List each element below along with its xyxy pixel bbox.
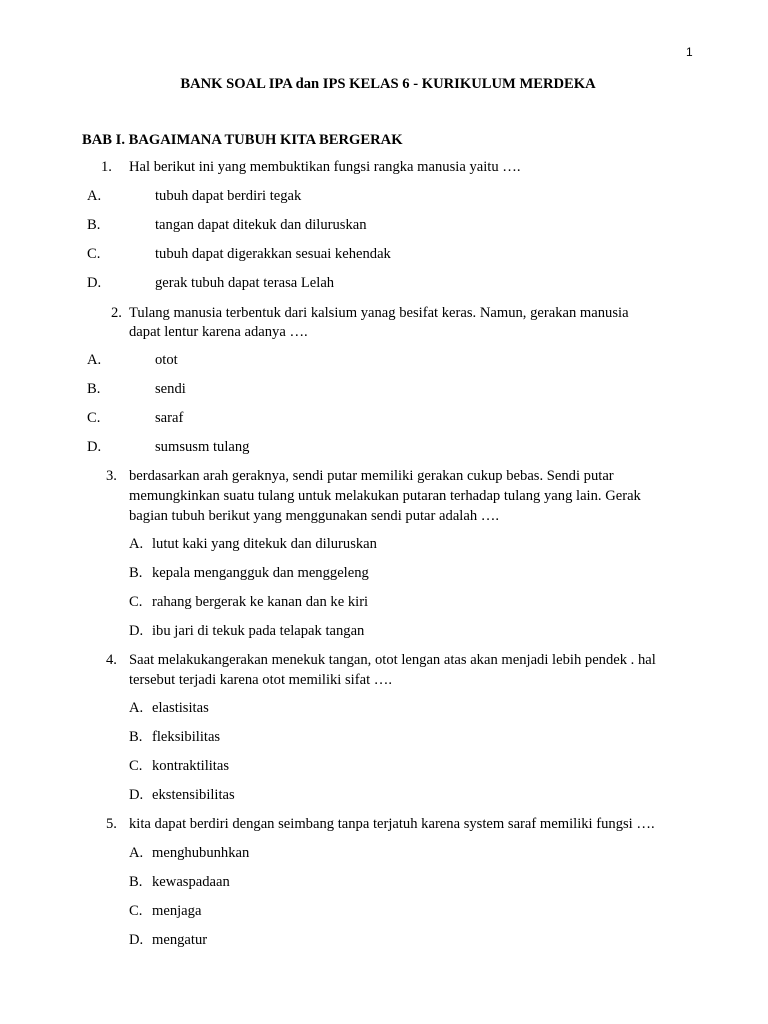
question-3-option-c-letter: C. [129,594,143,610]
question-5-text: kita dapat berdiri dengan seimbang tanpa terjatuh karena system saraf memiliki fungsi …. [129,816,655,832]
question-1-option-d-letter: D. [87,275,102,291]
question-5-option-a-letter: A. [129,845,144,861]
question-4-option-c-letter: C. [129,758,143,774]
question-1-option-c-letter: C. [87,246,101,262]
question-2-option-d: sumsusm tulang [155,439,250,455]
question-4-option-d-letter: D. [129,787,144,803]
question-2-option-c-letter: C. [87,410,101,426]
question-4-text-line-1: Saat melakukangerakan menekuk tangan, otot lengan atas akan menjadi lebih pendek . hal [129,652,656,668]
question-4-option-c: kontraktilitas [152,758,230,774]
question-5-number: 5. [106,816,117,832]
question-5-option-b: kewaspadaan [152,874,230,890]
chapter-heading: BAB I. BAGAIMANA TUBUH KITA BERGERAK [82,132,403,148]
question-5-option-a: menghubunhkan [152,845,250,861]
question-5-option-c: menjaga [152,903,202,919]
question-1-option-c: tubuh dapat digerakkan sesuai kehendak [155,246,391,262]
question-2-option-b: sendi [155,381,186,397]
question-5-option-b-letter: B. [129,874,143,890]
question-2-text-line-2: dapat lentur karena adanya …. [129,324,308,340]
question-2-option-b-letter: B. [87,381,101,397]
question-2-number: 2. [111,305,122,321]
question-2-option-a-letter: A. [87,352,102,368]
question-5-option-c-letter: C. [129,903,143,919]
question-1-option-a-letter: A. [87,188,102,204]
question-4-option-a-letter: A. [129,700,144,716]
question-1-option-d: gerak tubuh dapat terasa Lelah [155,275,335,291]
question-1-option-a: tubuh dapat berdiri tegak [155,188,302,204]
question-3-option-b-letter: B. [129,565,143,581]
question-3-text-line-3: bagian tubuh berikut yang menggunakan sendi putar adalah …. [129,508,500,524]
question-3-option-d-letter: D. [129,623,144,639]
page-number: 1 [686,45,693,59]
question-4-option-d: ekstensibilitas [152,787,235,803]
question-4-number: 4. [106,652,117,668]
question-1-number: 1. [101,159,112,175]
question-3-text-line-1: berdasarkan arah geraknya, sendi putar memiliki gerakan cukup bebas. Sendi putar [129,468,614,484]
question-3-number: 3. [106,468,117,484]
question-1-option-b-letter: B. [87,217,101,233]
question-4-option-b-letter: B. [129,729,143,745]
question-3-option-c: rahang bergerak ke kanan dan ke kiri [152,594,369,610]
question-4-option-a: elastisitas [152,700,209,716]
question-2-option-a: otot [155,352,178,368]
question-3-option-d: ibu jari di tekuk pada telapak tangan [152,623,365,639]
question-3-option-b: kepala mengangguk dan menggeleng [152,565,369,581]
question-5-option-d-letter: D. [129,932,144,948]
question-2-option-c: saraf [155,410,184,426]
question-4-option-b: fleksibilitas [152,729,221,745]
question-3-text-line-2: memungkinkan suatu tulang untuk melakukan putaran terhadap tulang yang lain. Gerak [129,488,641,504]
question-3-option-a: lutut kaki yang ditekuk dan diluruskan [152,536,377,552]
document-title: BANK SOAL IPA dan IPS KELAS 6 - KURIKULUM MERDEKA [180,76,596,92]
question-2-option-d-letter: D. [87,439,102,455]
question-5-option-d: mengatur [152,932,208,948]
question-3-option-a-letter: A. [129,536,144,552]
question-1-text: Hal berikut ini yang membuktikan fungsi rangka manusia yaitu …. [129,159,521,175]
question-2-text-line-1: Tulang manusia terbentuk dari kalsium yanag besifat keras. Namun, gerakan manusia [129,305,629,321]
question-1-option-b: tangan dapat ditekuk dan diluruskan [155,217,367,233]
question-4-text-line-2: tersebut terjadi karena otot memiliki sifat …. [129,672,393,688]
